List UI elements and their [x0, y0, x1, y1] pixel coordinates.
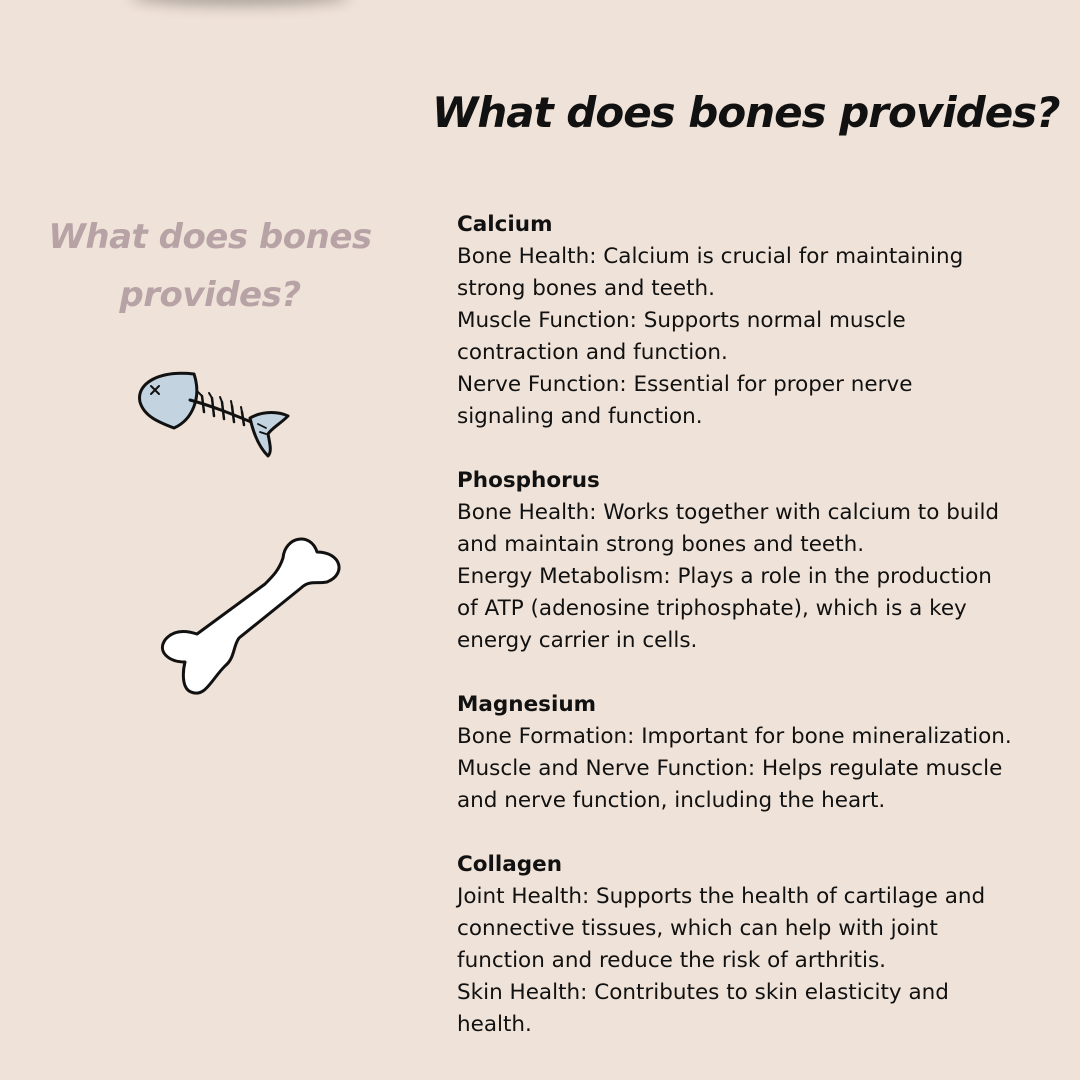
section-title: Magnesium — [457, 692, 597, 717]
section-line: contraction and function. — [457, 340, 728, 365]
section-line: strong bones and teeth. — [457, 276, 716, 301]
section-line: Joint Health: Supports the health of cartilage and — [457, 884, 986, 909]
section-title: Phosphorus — [457, 468, 600, 493]
section-title: Collagen — [457, 852, 563, 877]
section-line: Skin Health: Contributes to skin elasticity and — [457, 980, 949, 1005]
section-title: Calcium — [457, 212, 553, 237]
section-line: Bone Health: Works together with calcium to build — [457, 500, 1000, 525]
section-line: Bone Health: Calcium is crucial for maintaining — [457, 244, 964, 269]
section-line: connective tissues, which can help with joint — [457, 916, 938, 941]
section-line: and nerve function, including the heart. — [457, 788, 886, 813]
bone-icon — [155, 530, 350, 702]
section-line: of ATP (adenosine triphosphate), which is a key — [457, 596, 967, 621]
section-line: and maintain strong bones and teeth. — [457, 532, 865, 557]
section-line: Muscle Function: Supports normal muscle — [457, 308, 906, 333]
section-line: Nerve Function: Essential for proper nerve — [457, 372, 913, 397]
section-line: Bone Formation: Important for bone mineralization. — [457, 724, 1012, 749]
nutrients-content — [457, 209, 1057, 1073]
fish-skeleton-icon — [132, 362, 297, 467]
section-calcium — [457, 209, 1057, 433]
section-line: health. — [457, 1012, 532, 1037]
section-line: Energy Metabolism: Plays a role in the production — [457, 564, 992, 589]
section-collagen — [457, 849, 1057, 1041]
section-phosphorus — [457, 465, 1057, 657]
section-magnesium — [457, 689, 1057, 817]
section-line: energy carrier in cells. — [457, 628, 698, 653]
page-title: What does bones provides? — [432, 88, 1060, 137]
section-line: function and reduce the risk of arthritis. — [457, 948, 886, 973]
side-title-line-1: What does bones — [48, 217, 372, 257]
side-title — [40, 208, 380, 324]
section-line: signaling and function. — [457, 404, 703, 429]
section-line: Muscle and Nerve Function: Helps regulate muscle — [457, 756, 1003, 781]
side-title-line-2: provides? — [119, 275, 301, 315]
